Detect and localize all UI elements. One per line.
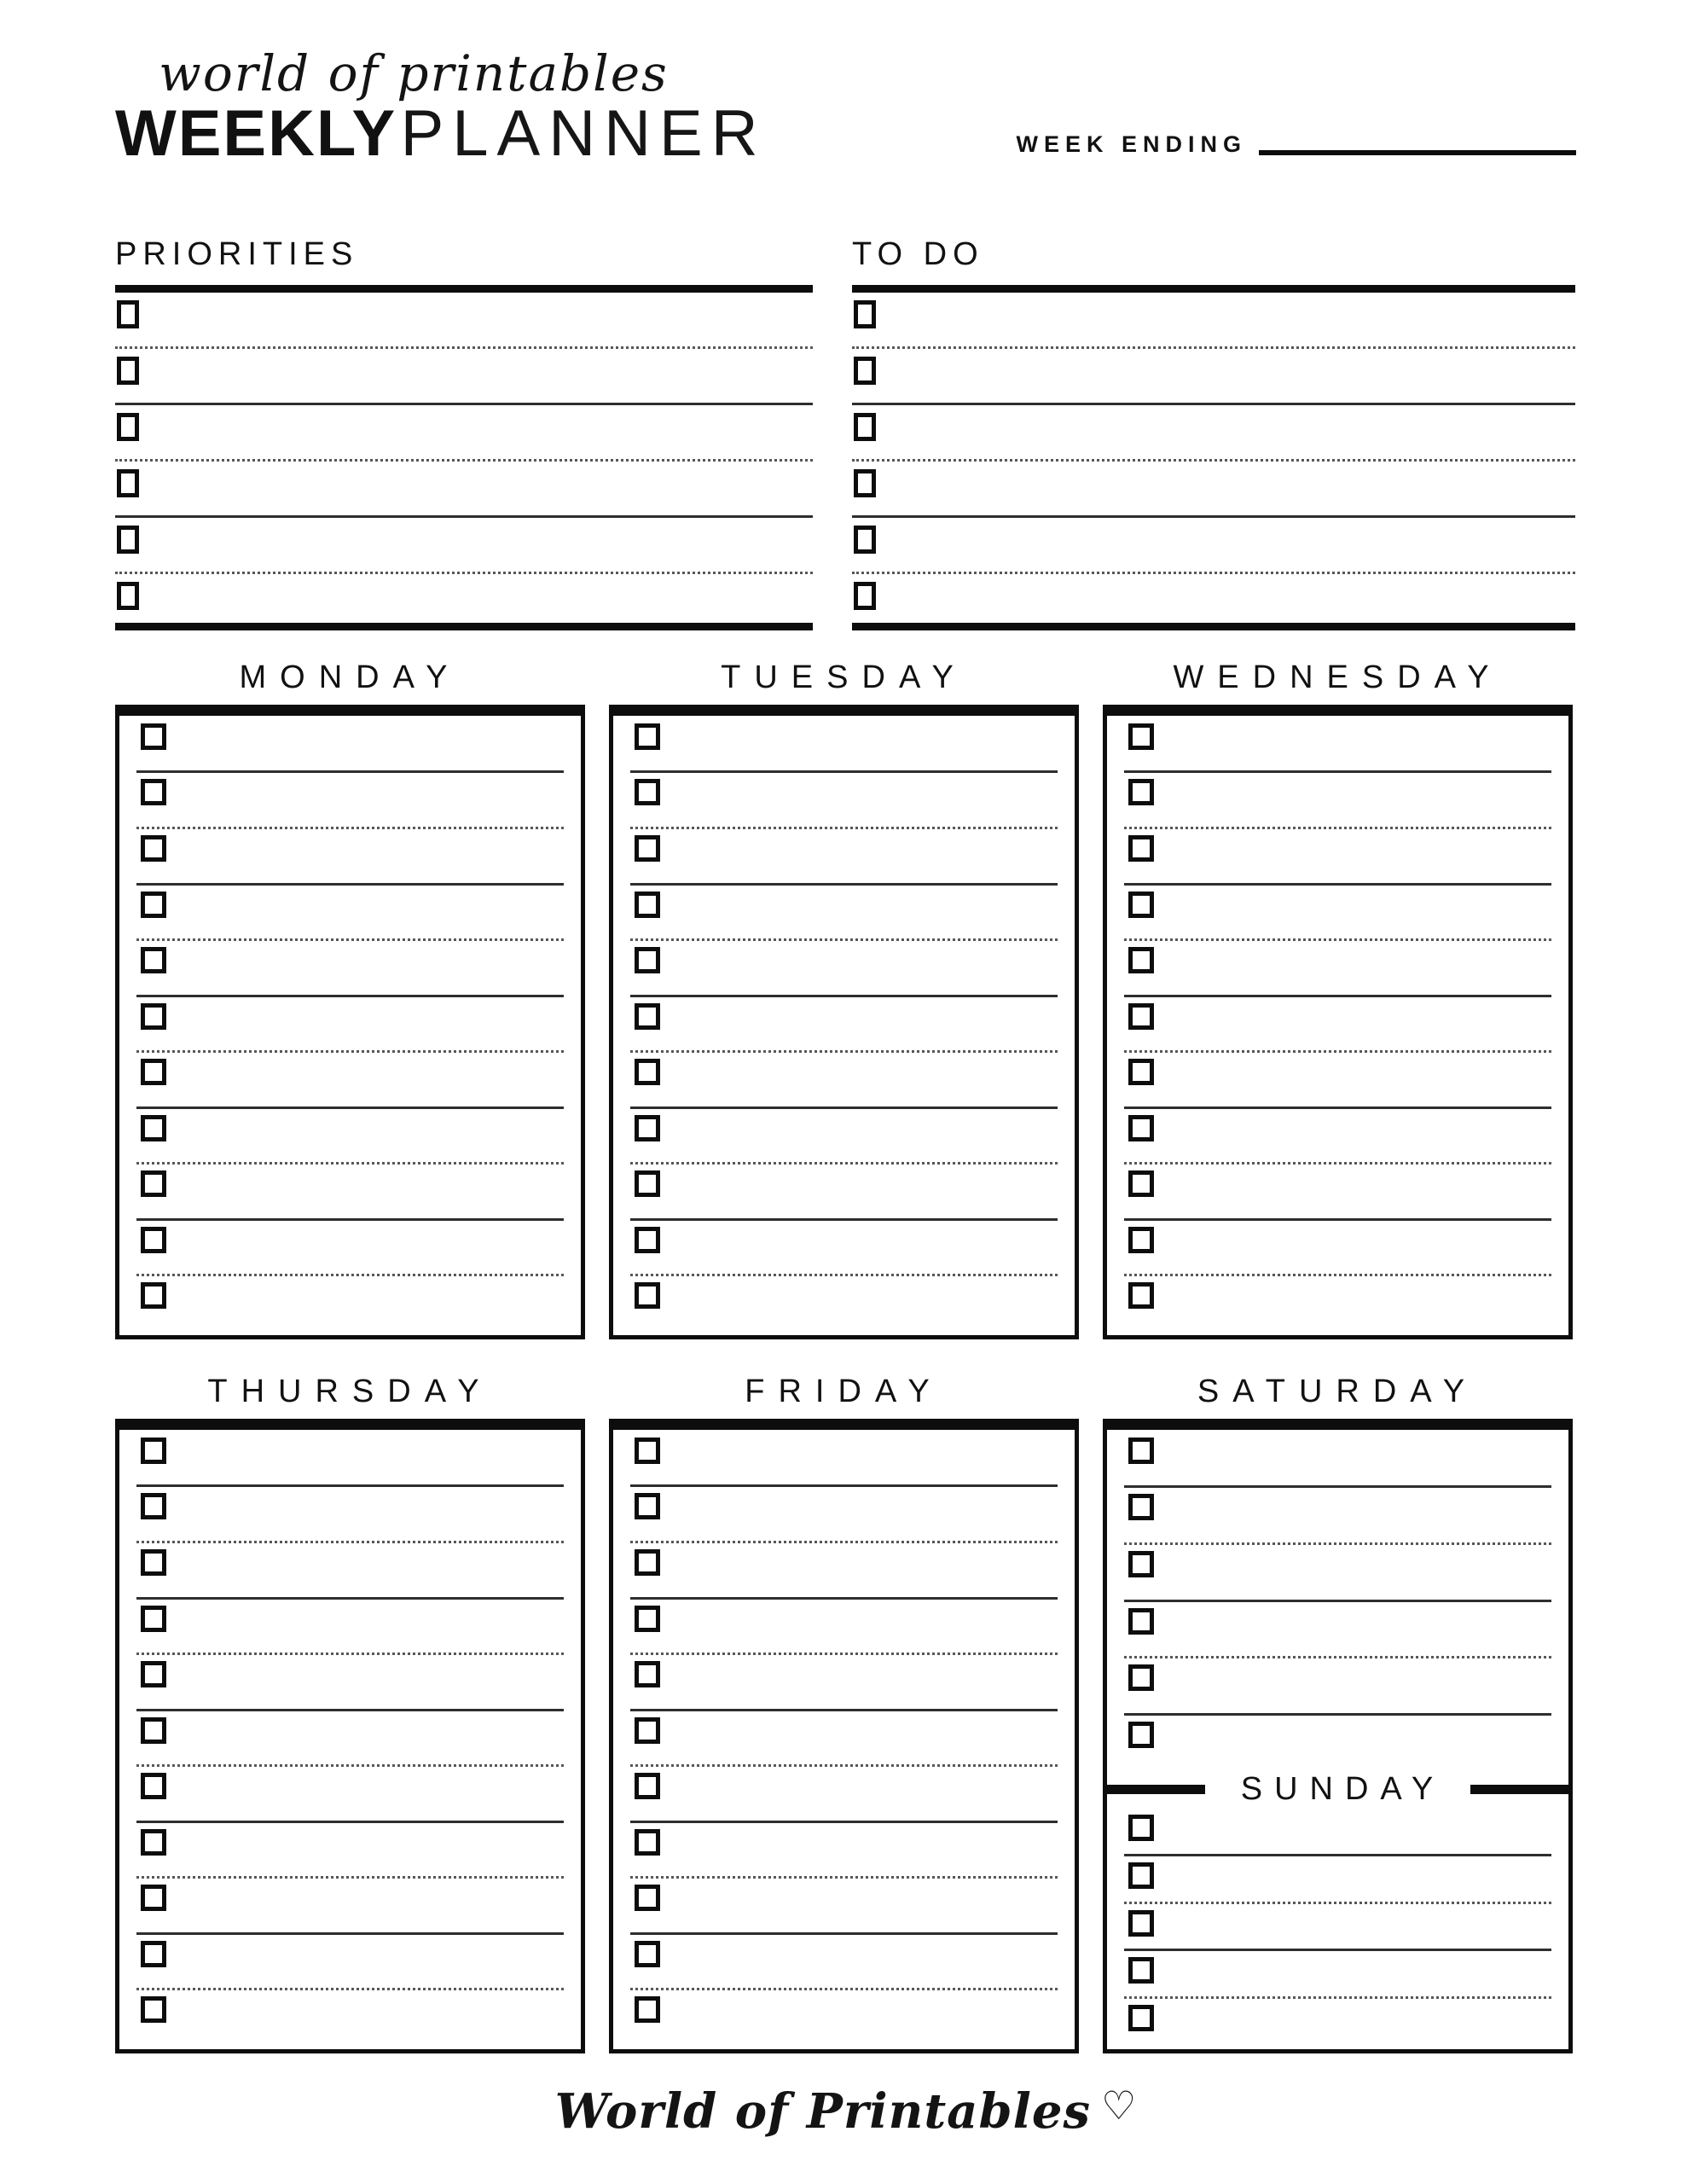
checkbox[interactable] <box>635 1170 660 1197</box>
day-tuesday <box>609 659 1079 1339</box>
checkbox[interactable] <box>854 300 876 328</box>
checkbox[interactable] <box>635 1661 660 1687</box>
checklist-row <box>115 518 813 574</box>
todo-top-rule <box>852 285 1575 293</box>
checkbox[interactable] <box>141 1717 166 1744</box>
checklist-row <box>630 1879 1058 1935</box>
checklist-row <box>136 1990 564 2044</box>
checkbox[interactable] <box>1128 723 1154 750</box>
checkbox[interactable] <box>141 892 166 918</box>
checklist-row <box>136 1600 564 1656</box>
checkbox[interactable] <box>141 835 166 862</box>
checkbox[interactable] <box>141 1941 166 1967</box>
checklist-row <box>1124 1809 1551 1856</box>
checklist-row <box>630 829 1058 886</box>
todo-section <box>852 236 1575 630</box>
checkbox[interactable] <box>141 1829 166 1856</box>
checkbox[interactable] <box>1128 1815 1154 1841</box>
checkbox[interactable] <box>635 1829 660 1856</box>
checklist-row <box>630 1990 1058 2044</box>
checkbox[interactable] <box>141 1885 166 1911</box>
checkbox[interactable] <box>635 723 660 750</box>
checkbox[interactable] <box>1128 1003 1154 1030</box>
wednesday-title: WEDNESDAY <box>1173 659 1503 695</box>
saturday-title: SATURDAY <box>1197 1373 1479 1409</box>
top-lists <box>115 236 1576 630</box>
checklist-row <box>1124 829 1551 886</box>
checkbox[interactable] <box>141 947 166 973</box>
checkbox[interactable] <box>141 1282 166 1309</box>
checklist-row <box>136 1432 564 1488</box>
wednesday-box <box>1103 705 1573 1339</box>
brand-script-logo: world of printables <box>159 44 669 102</box>
checkbox[interactable] <box>141 1606 166 1632</box>
checkbox[interactable] <box>141 1773 166 1799</box>
checkbox[interactable] <box>635 1115 660 1141</box>
friday-title: FRIDAY <box>745 1373 943 1409</box>
checklist-row <box>630 1109 1058 1165</box>
checkbox[interactable] <box>1128 1957 1154 1984</box>
checklist-row <box>136 1053 564 1109</box>
checklist-row <box>630 886 1058 942</box>
checkbox[interactable] <box>635 1282 660 1309</box>
checkbox[interactable] <box>141 1549 166 1576</box>
checklist-row <box>136 1221 564 1277</box>
checkbox[interactable] <box>1128 1115 1154 1141</box>
checklist-row <box>630 997 1058 1054</box>
thursday-title: THURSDAY <box>207 1373 493 1409</box>
todo-title: TO DO <box>852 235 984 272</box>
checkbox[interactable] <box>141 1115 166 1141</box>
checkbox[interactable] <box>141 1438 166 1464</box>
sunday-divider <box>1107 1769 1568 1809</box>
checkbox[interactable] <box>141 1493 166 1519</box>
checklist-row <box>1124 1658 1551 1716</box>
checkbox[interactable] <box>635 1493 660 1519</box>
checkbox[interactable] <box>117 469 139 497</box>
day-saturday-sunday <box>1103 1374 1573 2053</box>
checkbox[interactable] <box>635 1549 660 1576</box>
checkbox[interactable] <box>141 1996 166 2023</box>
checkbox[interactable] <box>635 892 660 918</box>
checkbox[interactable] <box>1128 1551 1154 1577</box>
footer <box>115 2082 1576 2140</box>
checkbox[interactable] <box>854 526 876 554</box>
checklist-row <box>136 1655 564 1711</box>
brand-block <box>115 44 767 170</box>
checklist-row <box>1124 1951 1551 1999</box>
checkbox[interactable] <box>1128 1722 1154 1748</box>
checkbox[interactable] <box>635 1773 660 1799</box>
week-ending-line[interactable] <box>1259 150 1576 155</box>
checkbox[interactable] <box>1128 892 1154 918</box>
week-ending-group <box>1016 131 1576 166</box>
checklist-row <box>630 1276 1058 1330</box>
day-grid-bottom <box>115 1374 1576 2053</box>
checkbox[interactable] <box>1128 1170 1154 1197</box>
checkbox[interactable] <box>1128 2005 1154 2031</box>
checkbox[interactable] <box>117 526 139 554</box>
heart-icon: ♡ <box>1101 2082 1137 2129</box>
checkbox[interactable] <box>635 779 660 805</box>
checklist-row <box>630 1711 1058 1768</box>
checklist-row <box>1124 997 1551 1054</box>
checklist-row <box>852 462 1575 518</box>
checkbox[interactable] <box>141 1170 166 1197</box>
checkbox[interactable] <box>635 1996 660 2023</box>
checklist-row <box>1124 1545 1551 1602</box>
tuesday-title: TUESDAY <box>721 659 967 695</box>
checkbox[interactable] <box>117 357 139 385</box>
day-friday <box>609 1374 1079 2053</box>
checkbox[interactable] <box>1128 947 1154 973</box>
checklist-row <box>1124 1053 1551 1109</box>
checklist-row <box>852 293 1575 349</box>
checkbox[interactable] <box>635 1941 660 1967</box>
checklist-row <box>630 1165 1058 1221</box>
checklist-row <box>630 1487 1058 1543</box>
checkbox[interactable] <box>1128 1438 1154 1464</box>
day-wednesday <box>1103 659 1573 1339</box>
page-title <box>115 96 767 170</box>
checkbox[interactable] <box>1128 1910 1154 1937</box>
checkbox[interactable] <box>141 1003 166 1030</box>
checkbox[interactable] <box>1128 1494 1154 1520</box>
checklist-row <box>852 349 1575 405</box>
sunday-title: SUNDAY <box>1240 1770 1446 1807</box>
checklist-row <box>852 405 1575 462</box>
sunday-divider-line-right <box>1470 1785 1568 1794</box>
checklist-row <box>136 1487 564 1543</box>
checkbox[interactable] <box>141 1227 166 1253</box>
checkbox[interactable] <box>1128 1608 1154 1635</box>
title-planner: PLANNER <box>400 96 767 170</box>
checklist-row <box>136 941 564 997</box>
checkbox[interactable] <box>635 1059 660 1085</box>
checklist-row <box>630 1543 1058 1600</box>
saturday-rows <box>1124 1432 1551 1769</box>
checkbox[interactable] <box>635 1438 660 1464</box>
checklist-row <box>630 1053 1058 1109</box>
priorities-rows <box>115 293 813 630</box>
checkbox[interactable] <box>854 413 876 441</box>
checklist-row <box>136 1935 564 1991</box>
checklist-row <box>1124 717 1551 774</box>
checklist-row <box>115 574 813 630</box>
checklist-row <box>136 1767 564 1823</box>
checklist-row <box>630 1600 1058 1656</box>
checklist-row <box>630 717 1058 774</box>
monday-title: MONDAY <box>239 659 461 695</box>
sunday-rows <box>1124 1809 1551 2044</box>
sunday-divider-line-left <box>1107 1785 1205 1794</box>
checklist-row <box>630 1432 1058 1488</box>
checklist-row <box>136 717 564 774</box>
priorities-title: PRIORITIES <box>115 235 359 272</box>
checklist-row <box>136 886 564 942</box>
checkbox[interactable] <box>1128 1059 1154 1085</box>
day-thursday <box>115 1374 585 2053</box>
checkbox[interactable] <box>854 582 876 610</box>
checklist-row <box>136 773 564 829</box>
checklist-row <box>136 1109 564 1165</box>
checkbox[interactable] <box>117 413 139 441</box>
checkbox[interactable] <box>141 1059 166 1085</box>
title-weekly: WEEKLY <box>115 96 397 170</box>
checkbox[interactable] <box>635 947 660 973</box>
checklist-row <box>1124 1109 1551 1165</box>
checklist-row <box>136 997 564 1054</box>
checklist-row <box>1124 1856 1551 1904</box>
checklist-row <box>1124 1602 1551 1659</box>
checklist-row <box>115 293 813 349</box>
header <box>115 44 1576 170</box>
checklist-row <box>1124 1276 1551 1330</box>
checklist-row <box>630 1823 1058 1879</box>
checkbox[interactable] <box>141 723 166 750</box>
checklist-row <box>136 1543 564 1600</box>
checkbox[interactable] <box>117 582 139 610</box>
checklist-row <box>630 1655 1058 1711</box>
priorities-top-rule <box>115 285 813 293</box>
checkbox[interactable] <box>117 300 139 328</box>
checklist-row <box>630 1935 1058 1991</box>
checkbox[interactable] <box>1128 835 1154 862</box>
checkbox[interactable] <box>635 1003 660 1030</box>
checkbox[interactable] <box>635 1885 660 1911</box>
checklist-row <box>136 1711 564 1768</box>
checklist-row <box>136 1165 564 1221</box>
saturday-sunday-box <box>1103 1419 1573 2053</box>
todo-rows <box>852 293 1575 630</box>
checkbox[interactable] <box>1128 1227 1154 1253</box>
checkbox[interactable] <box>635 835 660 862</box>
checklist-row <box>136 1879 564 1935</box>
checkbox[interactable] <box>141 779 166 805</box>
checkbox[interactable] <box>141 1661 166 1687</box>
checkbox[interactable] <box>1128 1282 1154 1309</box>
checklist-row <box>1124 773 1551 829</box>
priorities-section <box>115 236 813 630</box>
checklist-row <box>630 941 1058 997</box>
monday-box <box>115 705 585 1339</box>
checkbox[interactable] <box>1128 779 1154 805</box>
tuesday-box <box>609 705 1079 1339</box>
checklist-row <box>1124 941 1551 997</box>
checklist-row <box>630 1221 1058 1277</box>
checkbox[interactable] <box>635 1606 660 1632</box>
week-ending-label: WEEK ENDING <box>1016 131 1247 157</box>
friday-box <box>609 1419 1079 2053</box>
checkbox[interactable] <box>635 1227 660 1253</box>
checkbox[interactable] <box>854 469 876 497</box>
checklist-row <box>136 1823 564 1879</box>
checklist-row <box>1124 1716 1551 1770</box>
footer-script-logo: World of Printables <box>554 2082 1092 2140</box>
checklist-row <box>1124 1999 1551 2044</box>
checklist-row <box>1124 1165 1551 1221</box>
checklist-row <box>1124 1221 1551 1277</box>
checklist-row <box>136 829 564 886</box>
checklist-row <box>852 574 1575 630</box>
checklist-row <box>630 773 1058 829</box>
day-grid-top <box>115 659 1576 1339</box>
checkbox[interactable] <box>635 1717 660 1744</box>
checklist-row <box>630 1767 1058 1823</box>
checklist-row <box>852 518 1575 574</box>
checklist-row <box>1124 1488 1551 1545</box>
checklist-row <box>136 1276 564 1330</box>
checklist-row <box>1124 1904 1551 1952</box>
checkbox[interactable] <box>854 357 876 385</box>
thursday-box <box>115 1419 585 2053</box>
checklist-row <box>115 405 813 462</box>
day-monday <box>115 659 585 1339</box>
checklist-row <box>115 349 813 405</box>
checklist-row <box>115 462 813 518</box>
checkbox[interactable] <box>1128 1664 1154 1691</box>
checklist-row <box>1124 886 1551 942</box>
checklist-row <box>1124 1432 1551 1489</box>
checkbox[interactable] <box>1128 1862 1154 1889</box>
